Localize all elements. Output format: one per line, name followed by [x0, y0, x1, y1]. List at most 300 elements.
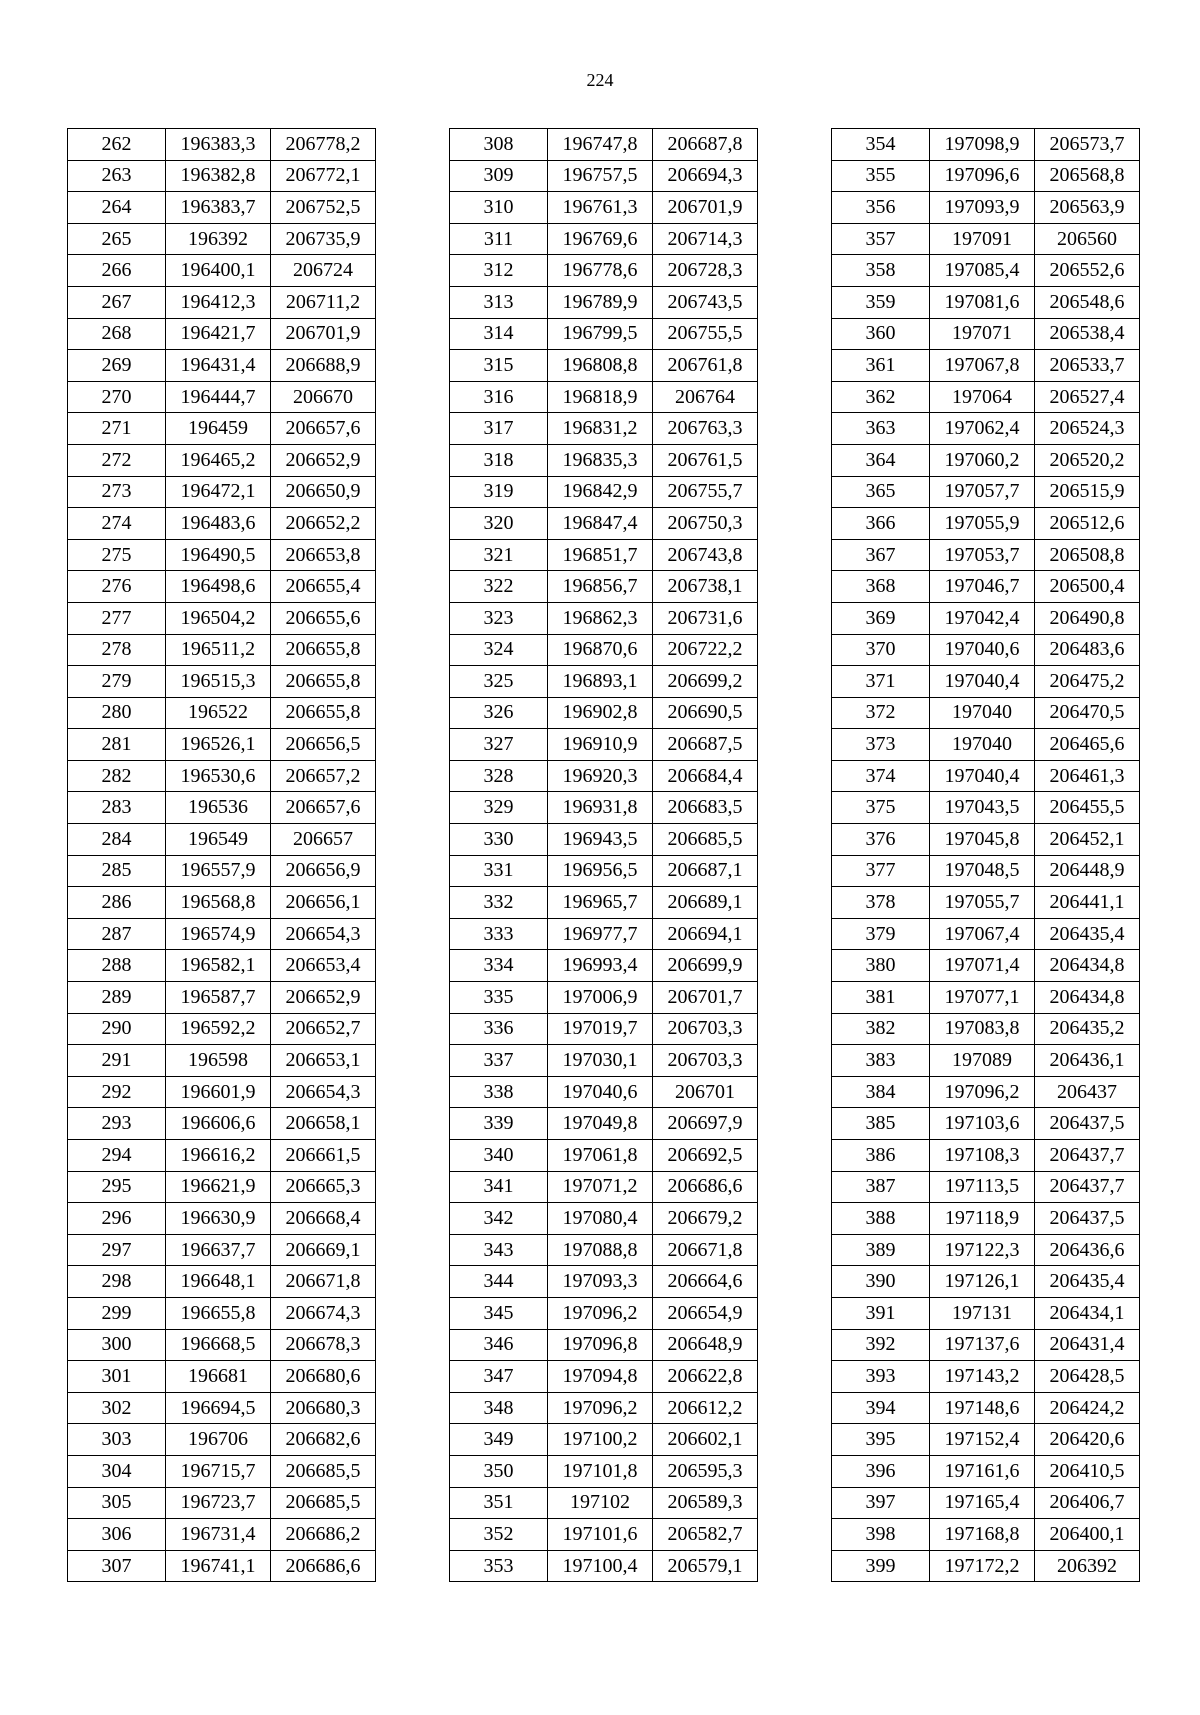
- point-number-cell: 268: [68, 318, 166, 350]
- table-row: [832, 918, 1140, 950]
- point-number-cell: 327: [450, 729, 548, 761]
- table-row: [450, 950, 758, 982]
- x-coordinate-cell: 197040: [930, 729, 1035, 761]
- point-number-cell: 310: [450, 192, 548, 224]
- table-row: [450, 223, 758, 255]
- x-coordinate-cell: 196842,9: [548, 476, 653, 508]
- y-coordinate-cell: 206533,7: [1035, 350, 1140, 382]
- x-coordinate-cell: 197094,8: [548, 1361, 653, 1393]
- y-coordinate-cell: 206699,9: [653, 950, 758, 982]
- y-coordinate-cell: 206755,7: [653, 476, 758, 508]
- point-number-cell: 360: [832, 318, 930, 350]
- table-row: [68, 1550, 376, 1582]
- table-row: [68, 855, 376, 887]
- table-row: [832, 350, 1140, 382]
- y-coordinate-cell: 206582,7: [653, 1519, 758, 1551]
- y-coordinate-cell: 206655,6: [271, 602, 376, 634]
- y-coordinate-cell: 206653,8: [271, 539, 376, 571]
- y-coordinate-cell: 206602,1: [653, 1424, 758, 1456]
- y-coordinate-cell: 206738,1: [653, 571, 758, 603]
- y-coordinate-cell: 206686,6: [271, 1550, 376, 1582]
- y-coordinate-cell: 206512,6: [1035, 508, 1140, 540]
- table-row: [450, 286, 758, 318]
- y-coordinate-cell: 206508,8: [1035, 539, 1140, 571]
- x-coordinate-cell: 197019,7: [548, 1013, 653, 1045]
- y-coordinate-cell: 206652,9: [271, 982, 376, 1014]
- x-coordinate-cell: 197077,1: [930, 982, 1035, 1014]
- x-coordinate-cell: 196862,3: [548, 602, 653, 634]
- y-coordinate-cell: 206680,6: [271, 1361, 376, 1393]
- x-coordinate-cell: 196637,7: [166, 1234, 271, 1266]
- point-number-cell: 317: [450, 413, 548, 445]
- table-row: [450, 350, 758, 382]
- x-coordinate-cell: 197071,2: [548, 1171, 653, 1203]
- x-coordinate-cell: 196847,4: [548, 508, 653, 540]
- table-row: [832, 286, 1140, 318]
- point-number-cell: 374: [832, 760, 930, 792]
- x-coordinate-cell: 197049,8: [548, 1108, 653, 1140]
- y-coordinate-cell: 206573,7: [1035, 129, 1140, 161]
- y-coordinate-cell: 206778,2: [271, 129, 376, 161]
- table-row: [68, 571, 376, 603]
- coordinates-table-3: [831, 128, 1140, 1582]
- point-number-cell: 397: [832, 1487, 930, 1519]
- table-row: [68, 286, 376, 318]
- table-row: [68, 982, 376, 1014]
- point-number-cell: 297: [68, 1234, 166, 1266]
- x-coordinate-cell: 196536: [166, 792, 271, 824]
- table-row: [68, 729, 376, 761]
- table-row: [832, 381, 1140, 413]
- x-coordinate-cell: 197098,9: [930, 129, 1035, 161]
- table-row: [68, 1266, 376, 1298]
- point-number-cell: 328: [450, 760, 548, 792]
- x-coordinate-cell: 197161,6: [930, 1455, 1035, 1487]
- point-number-cell: 291: [68, 1045, 166, 1077]
- x-coordinate-cell: 196504,2: [166, 602, 271, 634]
- y-coordinate-cell: 206589,3: [653, 1487, 758, 1519]
- y-coordinate-cell: 206694,3: [653, 160, 758, 192]
- x-coordinate-cell: 196490,5: [166, 539, 271, 571]
- table-row: [450, 1266, 758, 1298]
- y-coordinate-cell: 206657,6: [271, 792, 376, 824]
- y-coordinate-cell: 206655,8: [271, 697, 376, 729]
- y-coordinate-cell: 206465,6: [1035, 729, 1140, 761]
- point-number-cell: 272: [68, 444, 166, 476]
- table-row: [450, 1487, 758, 1519]
- x-coordinate-cell: 197096,2: [548, 1392, 653, 1424]
- x-coordinate-cell: 196549: [166, 824, 271, 856]
- point-number-cell: 365: [832, 476, 930, 508]
- point-number-cell: 339: [450, 1108, 548, 1140]
- x-coordinate-cell: 197046,7: [930, 571, 1035, 603]
- point-number-cell: 357: [832, 223, 930, 255]
- x-coordinate-cell: 196681: [166, 1361, 271, 1393]
- point-number-cell: 290: [68, 1013, 166, 1045]
- x-coordinate-cell: 196511,2: [166, 634, 271, 666]
- table-row: [68, 1487, 376, 1519]
- point-number-cell: 316: [450, 381, 548, 413]
- table-row: [450, 1076, 758, 1108]
- y-coordinate-cell: 206671,8: [271, 1266, 376, 1298]
- coordinates-table-1: [67, 128, 376, 1582]
- point-number-cell: 387: [832, 1171, 930, 1203]
- x-coordinate-cell: 196943,5: [548, 824, 653, 856]
- x-coordinate-cell: 196383,3: [166, 129, 271, 161]
- table-row: [832, 1297, 1140, 1329]
- x-coordinate-cell: 197126,1: [930, 1266, 1035, 1298]
- point-number-cell: 311: [450, 223, 548, 255]
- point-number-cell: 349: [450, 1424, 548, 1456]
- y-coordinate-cell: 206701,9: [653, 192, 758, 224]
- x-coordinate-cell: 197113,5: [930, 1171, 1035, 1203]
- y-coordinate-cell: 206654,9: [653, 1297, 758, 1329]
- point-number-cell: 321: [450, 539, 548, 571]
- table-row: [832, 1203, 1140, 1235]
- point-number-cell: 378: [832, 887, 930, 919]
- point-number-cell: 355: [832, 160, 930, 192]
- table-row: [832, 982, 1140, 1014]
- x-coordinate-cell: 197042,4: [930, 602, 1035, 634]
- table-row: [450, 255, 758, 287]
- point-number-cell: 282: [68, 760, 166, 792]
- point-number-cell: 375: [832, 792, 930, 824]
- table-row: [832, 887, 1140, 919]
- y-coordinate-cell: 206670: [271, 381, 376, 413]
- x-coordinate-cell: 196799,5: [548, 318, 653, 350]
- y-coordinate-cell: 206657: [271, 824, 376, 856]
- table-row: [450, 318, 758, 350]
- point-number-cell: 341: [450, 1171, 548, 1203]
- y-coordinate-cell: 206435,2: [1035, 1013, 1140, 1045]
- x-coordinate-cell: 197168,8: [930, 1519, 1035, 1551]
- point-number-cell: 370: [832, 634, 930, 666]
- table-row: [450, 1140, 758, 1172]
- point-number-cell: 273: [68, 476, 166, 508]
- point-number-cell: 337: [450, 1045, 548, 1077]
- point-number-cell: 353: [450, 1550, 548, 1582]
- x-coordinate-cell: 196769,6: [548, 223, 653, 255]
- table-row: [832, 634, 1140, 666]
- table-row: [68, 508, 376, 540]
- table-row: [450, 508, 758, 540]
- table-row: [832, 1140, 1140, 1172]
- y-coordinate-cell: 206685,5: [271, 1455, 376, 1487]
- point-number-cell: 399: [832, 1550, 930, 1582]
- point-number-cell: 326: [450, 697, 548, 729]
- x-coordinate-cell: 196831,2: [548, 413, 653, 445]
- point-number-cell: 270: [68, 381, 166, 413]
- point-number-cell: 358: [832, 255, 930, 287]
- y-coordinate-cell: 206752,5: [271, 192, 376, 224]
- y-coordinate-cell: 206437,5: [1035, 1108, 1140, 1140]
- point-number-cell: 385: [832, 1108, 930, 1140]
- x-coordinate-cell: 197096,6: [930, 160, 1035, 192]
- table-row: [450, 697, 758, 729]
- table-row: [68, 1203, 376, 1235]
- table-row: [68, 792, 376, 824]
- table-row: [450, 602, 758, 634]
- point-number-cell: 372: [832, 697, 930, 729]
- y-coordinate-cell: 206441,1: [1035, 887, 1140, 919]
- y-coordinate-cell: 206434,8: [1035, 950, 1140, 982]
- point-number-cell: 305: [68, 1487, 166, 1519]
- table-row: [68, 1140, 376, 1172]
- y-coordinate-cell: 206657,6: [271, 413, 376, 445]
- x-coordinate-cell: 196515,3: [166, 666, 271, 698]
- table-row: [68, 1392, 376, 1424]
- table-row: [832, 1266, 1140, 1298]
- table-row: [68, 192, 376, 224]
- x-coordinate-cell: 196568,8: [166, 887, 271, 919]
- y-coordinate-cell: 206652,9: [271, 444, 376, 476]
- x-coordinate-cell: 196993,4: [548, 950, 653, 982]
- x-coordinate-cell: 196902,8: [548, 697, 653, 729]
- y-coordinate-cell: 206686,6: [653, 1171, 758, 1203]
- x-coordinate-cell: 197040: [930, 697, 1035, 729]
- y-coordinate-cell: 206679,2: [653, 1203, 758, 1235]
- x-coordinate-cell: 196421,7: [166, 318, 271, 350]
- y-coordinate-cell: 206678,3: [271, 1329, 376, 1361]
- point-number-cell: 369: [832, 602, 930, 634]
- table-row: [832, 318, 1140, 350]
- point-number-cell: 285: [68, 855, 166, 887]
- x-coordinate-cell: 196526,1: [166, 729, 271, 761]
- point-number-cell: 330: [450, 824, 548, 856]
- point-number-cell: 356: [832, 192, 930, 224]
- x-coordinate-cell: 197040,6: [548, 1076, 653, 1108]
- point-number-cell: 354: [832, 129, 930, 161]
- point-number-cell: 361: [832, 350, 930, 382]
- x-coordinate-cell: 197067,8: [930, 350, 1035, 382]
- y-coordinate-cell: 206654,3: [271, 1076, 376, 1108]
- table-row: [68, 602, 376, 634]
- point-number-cell: 363: [832, 413, 930, 445]
- x-coordinate-cell: 196920,3: [548, 760, 653, 792]
- y-coordinate-cell: 206685,5: [653, 824, 758, 856]
- table-row: [450, 129, 758, 161]
- y-coordinate-cell: 206724: [271, 255, 376, 287]
- point-number-cell: 296: [68, 1203, 166, 1235]
- y-coordinate-cell: 206434,8: [1035, 982, 1140, 1014]
- y-coordinate-cell: 206648,9: [653, 1329, 758, 1361]
- table-row: [450, 476, 758, 508]
- table-row: [832, 255, 1140, 287]
- x-coordinate-cell: 196715,7: [166, 1455, 271, 1487]
- y-coordinate-cell: 206703,3: [653, 1045, 758, 1077]
- x-coordinate-cell: 197043,5: [930, 792, 1035, 824]
- point-number-cell: 362: [832, 381, 930, 413]
- y-coordinate-cell: 206722,2: [653, 634, 758, 666]
- point-number-cell: 371: [832, 666, 930, 698]
- x-coordinate-cell: 197122,3: [930, 1234, 1035, 1266]
- point-number-cell: 274: [68, 508, 166, 540]
- x-coordinate-cell: 197040,6: [930, 634, 1035, 666]
- y-coordinate-cell: 206650,9: [271, 476, 376, 508]
- y-coordinate-cell: 206436,1: [1035, 1045, 1140, 1077]
- x-coordinate-cell: 196587,7: [166, 982, 271, 1014]
- x-coordinate-cell: 196574,9: [166, 918, 271, 950]
- x-coordinate-cell: 197143,2: [930, 1361, 1035, 1393]
- table-row: [832, 792, 1140, 824]
- x-coordinate-cell: 197062,4: [930, 413, 1035, 445]
- x-coordinate-cell: 197085,4: [930, 255, 1035, 287]
- y-coordinate-cell: 206406,7: [1035, 1487, 1140, 1519]
- x-coordinate-cell: 197088,8: [548, 1234, 653, 1266]
- x-coordinate-cell: 197048,5: [930, 855, 1035, 887]
- table-row: [832, 950, 1140, 982]
- table-row: [832, 1519, 1140, 1551]
- y-coordinate-cell: 206761,8: [653, 350, 758, 382]
- point-number-cell: 286: [68, 887, 166, 919]
- point-number-cell: 262: [68, 129, 166, 161]
- table-row: [832, 1076, 1140, 1108]
- table-row: [450, 539, 758, 571]
- x-coordinate-cell: 197080,4: [548, 1203, 653, 1235]
- y-coordinate-cell: 206699,2: [653, 666, 758, 698]
- point-number-cell: 276: [68, 571, 166, 603]
- y-coordinate-cell: 206711,2: [271, 286, 376, 318]
- y-coordinate-cell: 206431,4: [1035, 1329, 1140, 1361]
- x-coordinate-cell: 196818,9: [548, 381, 653, 413]
- x-coordinate-cell: 196835,3: [548, 444, 653, 476]
- point-number-cell: 359: [832, 286, 930, 318]
- y-coordinate-cell: 206682,6: [271, 1424, 376, 1456]
- x-coordinate-cell: 196856,7: [548, 571, 653, 603]
- x-coordinate-cell: 196400,1: [166, 255, 271, 287]
- y-coordinate-cell: 206750,3: [653, 508, 758, 540]
- table-row: [68, 634, 376, 666]
- x-coordinate-cell: 196893,1: [548, 666, 653, 698]
- table-row: [832, 1234, 1140, 1266]
- y-coordinate-cell: 206755,5: [653, 318, 758, 350]
- table-row: [68, 444, 376, 476]
- table-row: [450, 1234, 758, 1266]
- table-row: [832, 1013, 1140, 1045]
- point-number-cell: 388: [832, 1203, 930, 1235]
- point-number-cell: 394: [832, 1392, 930, 1424]
- y-coordinate-cell: 206652,2: [271, 508, 376, 540]
- y-coordinate-cell: 206668,4: [271, 1203, 376, 1235]
- table-row: [832, 1487, 1140, 1519]
- y-coordinate-cell: 206560: [1035, 223, 1140, 255]
- x-coordinate-cell: 196706: [166, 1424, 271, 1456]
- table-row: [68, 666, 376, 698]
- point-number-cell: 278: [68, 634, 166, 666]
- point-number-cell: 289: [68, 982, 166, 1014]
- y-coordinate-cell: 206657,2: [271, 760, 376, 792]
- table-row: [832, 192, 1140, 224]
- x-coordinate-cell: 196392: [166, 223, 271, 255]
- table-row: [450, 887, 758, 919]
- table-row: [832, 1361, 1140, 1393]
- x-coordinate-cell: 196723,7: [166, 1487, 271, 1519]
- point-number-cell: 331: [450, 855, 548, 887]
- table-row: [450, 760, 758, 792]
- y-coordinate-cell: 206435,4: [1035, 918, 1140, 950]
- x-coordinate-cell: 196757,5: [548, 160, 653, 192]
- point-number-cell: 393: [832, 1361, 930, 1393]
- table-row: [68, 1361, 376, 1393]
- point-number-cell: 325: [450, 666, 548, 698]
- y-coordinate-cell: 206690,5: [653, 697, 758, 729]
- x-coordinate-cell: 196557,9: [166, 855, 271, 887]
- table-row: [832, 666, 1140, 698]
- table-row: [832, 571, 1140, 603]
- table-row: [832, 413, 1140, 445]
- x-coordinate-cell: 196747,8: [548, 129, 653, 161]
- table-row: [450, 1329, 758, 1361]
- table-row: [450, 1297, 758, 1329]
- x-coordinate-cell: 196910,9: [548, 729, 653, 761]
- point-number-cell: 382: [832, 1013, 930, 1045]
- point-number-cell: 292: [68, 1076, 166, 1108]
- x-coordinate-cell: 196598: [166, 1045, 271, 1077]
- table-row: [832, 760, 1140, 792]
- point-number-cell: 345: [450, 1297, 548, 1329]
- x-coordinate-cell: 196383,7: [166, 192, 271, 224]
- y-coordinate-cell: 206701: [653, 1076, 758, 1108]
- point-number-cell: 303: [68, 1424, 166, 1456]
- table-row: [68, 413, 376, 445]
- table-row: [450, 1455, 758, 1487]
- y-coordinate-cell: 206685,5: [271, 1487, 376, 1519]
- table-row: [68, 1108, 376, 1140]
- point-number-cell: 293: [68, 1108, 166, 1140]
- point-number-cell: 314: [450, 318, 548, 350]
- y-coordinate-cell: 206435,4: [1035, 1266, 1140, 1298]
- y-coordinate-cell: 206490,8: [1035, 602, 1140, 634]
- x-coordinate-cell: 197071,4: [930, 950, 1035, 982]
- y-coordinate-cell: 206680,3: [271, 1392, 376, 1424]
- y-coordinate-cell: 206470,5: [1035, 697, 1140, 729]
- x-coordinate-cell: 197030,1: [548, 1045, 653, 1077]
- point-number-cell: 346: [450, 1329, 548, 1361]
- point-number-cell: 366: [832, 508, 930, 540]
- point-number-cell: 284: [68, 824, 166, 856]
- table-row: [832, 1045, 1140, 1077]
- table-row: [68, 223, 376, 255]
- table-row: [68, 918, 376, 950]
- table-row: [68, 318, 376, 350]
- point-number-cell: 266: [68, 255, 166, 287]
- x-coordinate-cell: 196444,7: [166, 381, 271, 413]
- point-number-cell: 287: [68, 918, 166, 950]
- y-coordinate-cell: 206665,3: [271, 1171, 376, 1203]
- y-coordinate-cell: 206655,4: [271, 571, 376, 603]
- point-number-cell: 308: [450, 129, 548, 161]
- y-coordinate-cell: 206664,6: [653, 1266, 758, 1298]
- point-number-cell: 389: [832, 1234, 930, 1266]
- x-coordinate-cell: 197148,6: [930, 1392, 1035, 1424]
- point-number-cell: 277: [68, 602, 166, 634]
- y-coordinate-cell: 206654,3: [271, 918, 376, 950]
- x-coordinate-cell: 197100,2: [548, 1424, 653, 1456]
- y-coordinate-cell: 206688,9: [271, 350, 376, 382]
- y-coordinate-cell: 206653,1: [271, 1045, 376, 1077]
- x-coordinate-cell: 196977,7: [548, 918, 653, 950]
- table-row: [68, 350, 376, 382]
- table-row: [450, 444, 758, 476]
- y-coordinate-cell: 206524,3: [1035, 413, 1140, 445]
- table-row: [450, 1013, 758, 1045]
- point-number-cell: 390: [832, 1266, 930, 1298]
- point-number-cell: 379: [832, 918, 930, 950]
- x-coordinate-cell: 197131: [930, 1297, 1035, 1329]
- y-coordinate-cell: 206579,1: [653, 1550, 758, 1582]
- x-coordinate-cell: 196465,2: [166, 444, 271, 476]
- x-coordinate-cell: 196630,9: [166, 1203, 271, 1235]
